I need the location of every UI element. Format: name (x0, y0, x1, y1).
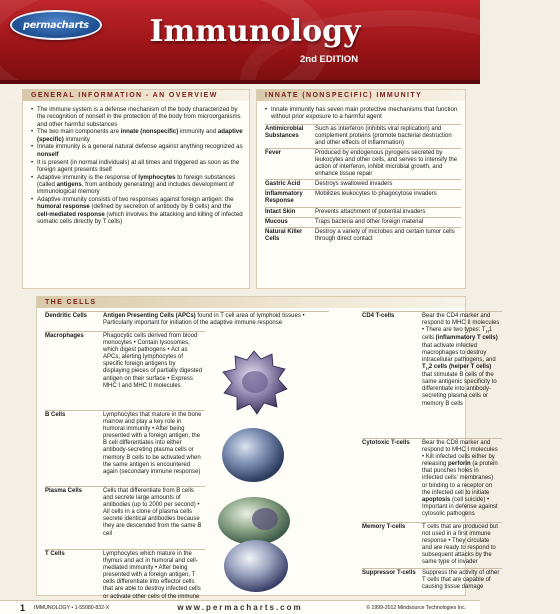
innate-mechanisms-table (265, 124, 461, 244)
cell-description: Bear the CD4 marker and respond to MHC II molecules • There are two types: $T_H1$ cells (inflammatory T cells) that activate infected macrophages to destroy intracellular pathogens, and $T_H2$ cells (helper T cells) that stimulate B cells of the same antigenic specificity to differentiate into antibody-secreting plasma cells or memory B cells (420, 312, 502, 439)
mechanism-description: Such as interferon (inhibits viral replication) and complement proteins (promote bacterial destruction and other effects of inflammation) (311, 124, 461, 148)
cell-name: Plasma Cells (45, 487, 101, 550)
header-banner (0, 0, 480, 84)
list-item: • The immune system is a defense mechanism of the body characterized by the recognition of nonself in the protection of the body from microorganisms and other harmful substances (31, 106, 243, 128)
innate-intro-list (257, 101, 465, 121)
cell-description: Antigen Presenting Cells (APCs) found in T cell area of lymphoid tissues • Particularly important for initiation of the adaptive immune response (101, 312, 329, 329)
mechanism-name: Antimicrobial Substances (265, 124, 311, 148)
mechanism-description: Destroys swallowed invaders (311, 180, 461, 190)
cell-name: Cytotoxic T-cells (362, 439, 420, 523)
cells-panel (36, 296, 500, 600)
general-info-heading: GENERAL INFORMATION - AN OVERVIEW (23, 90, 249, 101)
cell-name: Suppressor T-cells (362, 568, 420, 592)
general-info-panel (22, 89, 250, 289)
cell-description: Cells that differentiate from B cells and secrete large amounts of antibodies (up to 2000 per second) • All cells in a clone of plasma cells secrete identical antibodies because they are descended from the same B cell (101, 487, 205, 550)
cell-name: Macrophages (45, 332, 101, 411)
dendritic-row (45, 311, 329, 328)
footer (0, 600, 480, 614)
cells-right-table (362, 311, 502, 592)
cell-description: Lymphocytes that mature in the bone marrow and play a key role in humoral immunity • After being presented with a foreign antigen, the B cell differentiates into either antibody-secreting plasma cells or memory B cells to be activated when the same antigen is encountered again (secondary immune response) (101, 411, 205, 487)
cell-name: Memory T-cells (362, 523, 420, 569)
table-row (265, 227, 461, 244)
table-row (45, 332, 205, 411)
copyright: © 1999-2012 Mindsource Technologies Inc. (366, 605, 466, 611)
table-row (265, 190, 461, 207)
list-item: • Adaptive immunity is the response of lymphocytes to foreign substances (called antigens, from antibody generating) and includes development of immunological memory (31, 174, 243, 196)
cell-description: Suppress the activity of other T cells that are capable of causing tissue damage (420, 568, 502, 592)
list-item: • Adaptive immunity consists of two responses against foreign antigen: the humoral response (defined by secretion of antibody by B cells) and the cell-mediated response (which involves the attacking and killing of infected somatic cells directly by T cells) (31, 196, 243, 225)
list-item: • It is present (in normal individuals) at all times and triggered as soon as the foreign agent presents itself (31, 159, 243, 174)
logo-text: permacharts (23, 19, 89, 31)
product-code: IMMUNOLOGY • 1-55080-832-X (34, 605, 110, 611)
cell-name: Dendritic Cells (45, 312, 101, 329)
table-row (45, 411, 205, 487)
list-item: • The two main components are innate (nonspecific) immunity and adaptive (specific) immunity (31, 128, 243, 143)
table-row (362, 312, 502, 439)
t-cell-illustration (221, 537, 291, 595)
list-item: • Innate immunity is a general natural defense against anything recognized as nonself (31, 143, 243, 158)
innate-immunity-panel (256, 89, 466, 289)
cell-name: T Cells (45, 550, 101, 609)
table-row (45, 487, 205, 550)
table-row (45, 312, 329, 329)
cell-description: Phagocytic cells derived from blood monocytes • Contain lysosomes, which digest pathogens • Act as APCs, alerting lymphocytes of specific foreign antigens by displaying pieces of partially digested antigen on their surface • Express MHC I and MHC II molecules (101, 332, 205, 411)
mechanism-name: Mucous (265, 217, 311, 227)
mechanism-name: Fever (265, 148, 311, 179)
table-row (362, 568, 502, 592)
cells-heading: THE CELLS (37, 297, 465, 308)
header-divider (0, 80, 480, 84)
edition-label: 2nd EDITION (300, 54, 359, 65)
cell-name: B Cells (45, 411, 101, 487)
table-row (362, 439, 502, 523)
page-title: Immunology (149, 14, 361, 49)
mechanism-description: Prevents attachment of potential invaders (311, 207, 461, 217)
cell-name: CD4 T-cells (362, 312, 420, 439)
cell-description: Bear the CD8 marker and respond to MHC I molecules • Kill infected cells either by releasing perforin (a protein that punches holes in infected cells' membranes) or binding to a receptor on the infected cell to initiate apoptosis (cell suicide) • Important in defense against cytosolic pathogens (420, 439, 502, 523)
cell-description: T cells that are produced but not used in a first immune response • They circulate and are ready to respond to subsequent attacks by the same type of invader (420, 523, 502, 569)
mechanism-description: Traps bacteria and other foreign material (311, 217, 461, 227)
table-row (265, 148, 461, 179)
page-number: 1 (20, 603, 26, 613)
table-row (265, 207, 461, 217)
mechanism-name: Natural Killer Cells (265, 227, 311, 244)
mechanism-description: Produced by endogenous pyrogens secreted by leukocytes and other cells, and serves to intensify the action of interferon, inhibit microbial growth, and enhance tissue repair (311, 148, 461, 179)
table-row (362, 523, 502, 569)
innate-intro: • Innate immunity has seven main protective mechanisms that function without prior exposure to a harmful agent (265, 106, 459, 121)
general-info-list (23, 101, 249, 225)
mechanism-name: Gastric Acid (265, 180, 311, 190)
cells-left-table (45, 331, 205, 609)
mechanism-description: Mobilizes leukocytes to phagocytose invaders (311, 190, 461, 207)
mechanism-name: Intact Skin (265, 207, 311, 217)
mechanism-name: Inflammatory Response (265, 190, 311, 207)
cell-description: Lymphocytes which mature in the thymus and act in humoral and cell-mediated immunity • After being presented with a foreign antigen, T cells differentiate into effector cells that are able to destroy infected cells or activate other cells of the immune (101, 550, 205, 609)
table-row (265, 124, 461, 148)
macrophage-illustration (217, 345, 292, 420)
website-link[interactable]: www.permacharts.com (177, 603, 303, 612)
b-cell-illustration (219, 425, 287, 485)
mechanism-description: Destroy a variety of microbes and certain tumor cells through direct contact (311, 227, 461, 244)
innate-immunity-heading: INNATE (NONSPECIFIC) IMMUNITY (257, 90, 465, 101)
table-row (265, 217, 461, 227)
table-row (265, 180, 461, 190)
